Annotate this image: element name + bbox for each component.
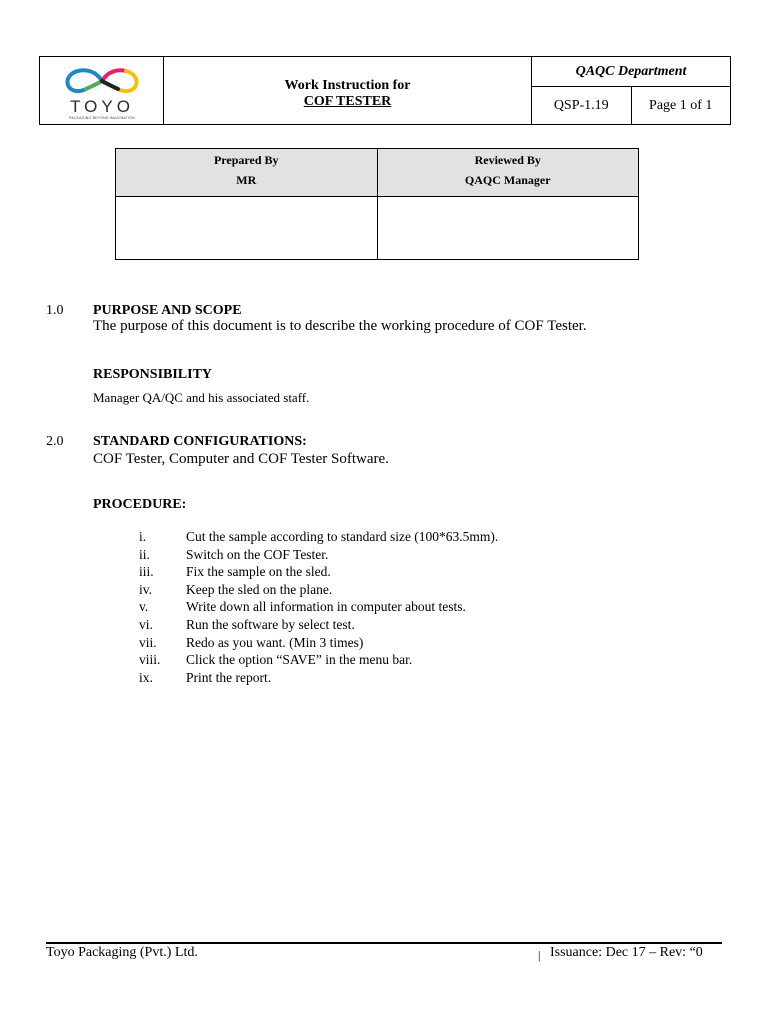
step-text: Print the report. [186,669,272,685]
reviewed-by-signature [377,197,639,260]
reviewed-by-value: QAQC Manager [464,173,551,187]
footer-company: Toyo Packaging (Pvt.) Ltd. [46,945,198,960]
reviewed-by-label: Reviewed By [474,153,541,167]
step-text: Cut the sample according to standard size (100*63.5mm). [186,529,499,544]
section-heading: PURPOSE AND SCOPE [93,303,242,318]
step-text: Switch on the COF Tester. [186,546,329,562]
list-item [0,598,768,616]
page-number: Page 1 of 1 [631,87,731,125]
step-number: iv. [139,581,152,597]
step-number: i. [139,529,147,544]
step-text: Run the software by select test. [186,616,355,632]
reviewed-by-cell [377,149,639,197]
department-label: QAQC Department [532,57,731,87]
approval-table [115,148,639,260]
step-number: v. [139,599,149,615]
prepared-by-label: Prepared By [213,153,279,167]
infinity-logo-icon [62,65,142,97]
list-item [0,634,768,652]
document-code: QSP-1.19 [532,87,632,125]
list-item [0,669,768,687]
section-body: Manager QA/QC and his associated staff. [93,390,310,405]
section-body: COF Tester, Computer and COF Tester Software. [93,451,389,467]
section-number: 1.0 [46,303,64,318]
step-number: ii. [139,546,150,562]
step-text: Fix the sample on the sled. [186,564,331,580]
footer-divider [46,942,722,944]
list-item [0,528,768,546]
logo-cell [40,57,164,125]
logo-tagline: PACKAGING BEYOND IMAGINATION [69,116,135,120]
section-heading: RESPONSIBILITY [93,367,213,382]
procedure-steps [0,528,768,686]
prepared-by-cell [116,149,378,197]
prepared-by-signature [116,197,378,260]
section-heading: PROCEDURE: [93,497,187,512]
list-item [0,581,768,599]
list-item [0,616,768,634]
company-logo [62,65,142,121]
step-text: Click the option “SAVE” in the menu bar. [186,652,413,668]
list-item [0,546,768,564]
footer-issuance: Issuance: Dec 17 – Rev: “0 [550,945,703,960]
step-number: iii. [139,564,154,580]
document-header [39,56,731,125]
prepared-by-value: MR [236,173,257,187]
list-item [0,563,768,581]
step-text: Keep the sled on the plane. [186,581,333,597]
step-number: vi. [139,616,153,632]
document-subject: COF TESTER [303,93,392,109]
section-body: The purpose of this document is to describe the working procedure of COF Tester. [93,318,587,334]
step-number: vii. [139,634,157,650]
document-title: Work Instruction for [284,77,411,93]
title-cell [164,57,532,125]
step-number: ix. [139,669,153,685]
logo-text: TOYO [70,97,134,116]
section-number: 2.0 [46,434,64,449]
section-heading: STANDARD CONFIGURATIONS: [93,434,307,449]
list-item [0,651,768,669]
footer-separator: | [538,948,541,962]
step-number: viii. [139,652,161,668]
step-text: Write down all information in computer about tests. [186,599,466,615]
step-text: Redo as you want. (Min 3 times) [186,634,364,650]
